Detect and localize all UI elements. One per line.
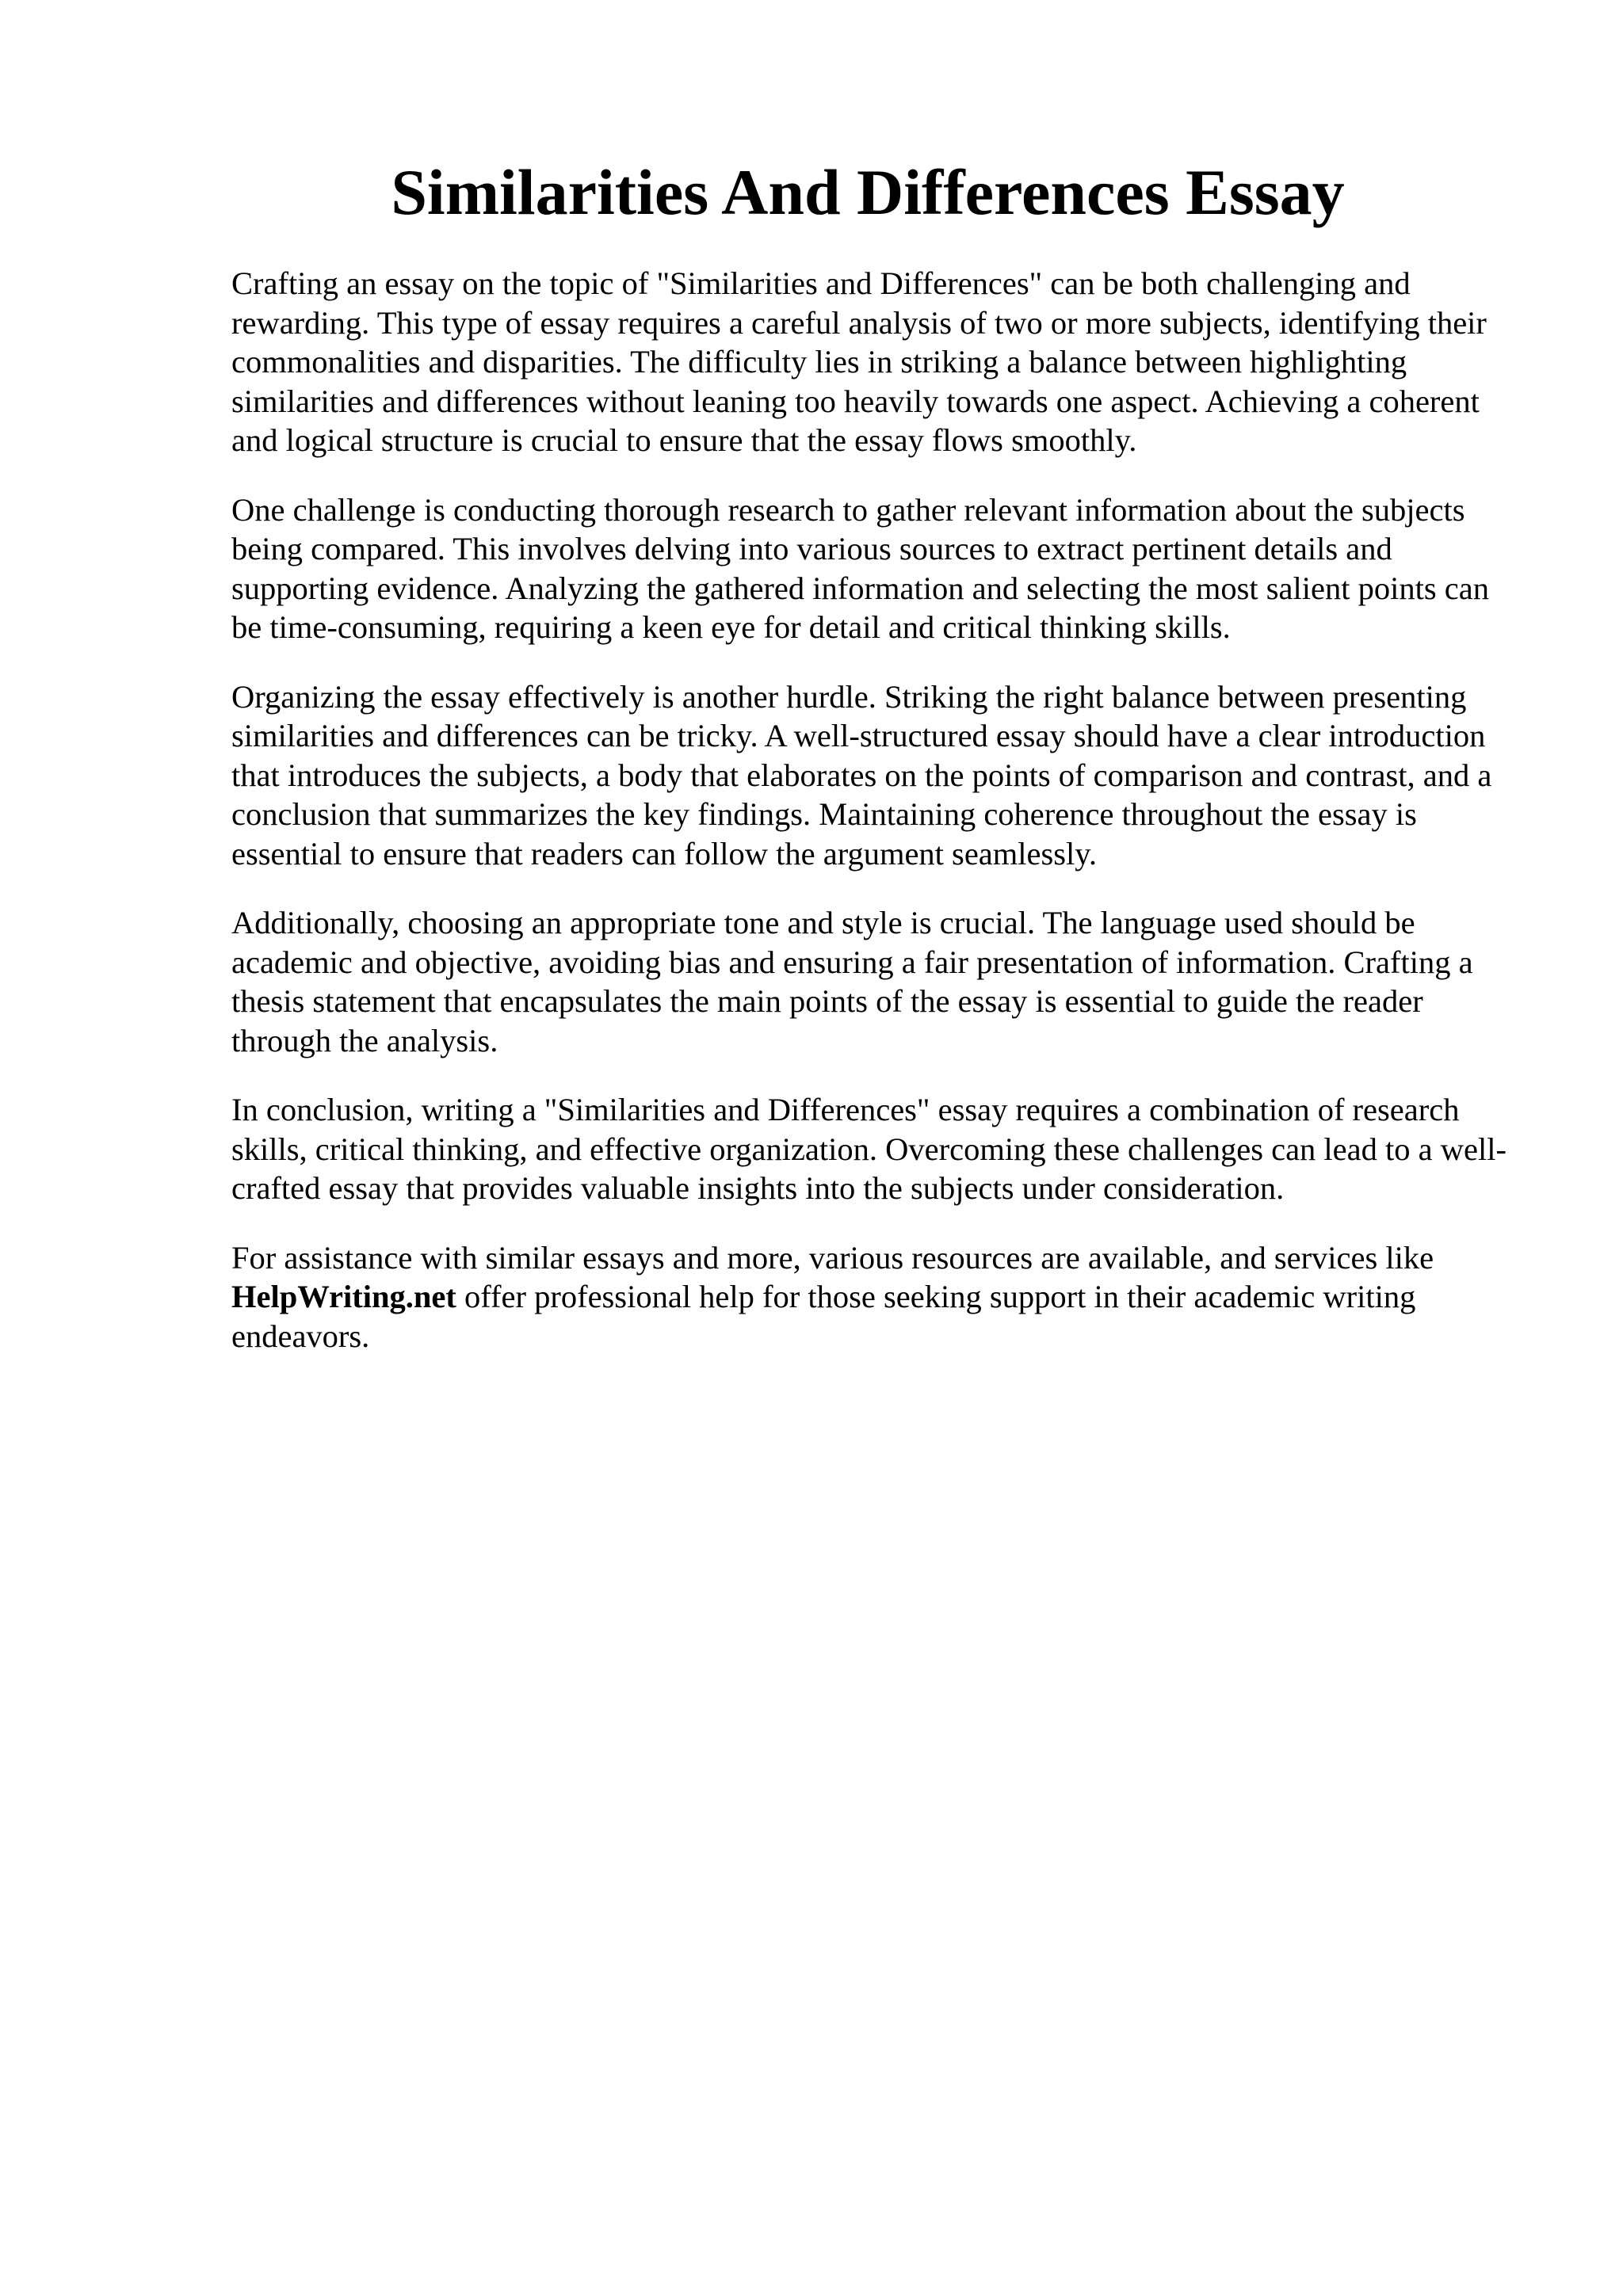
paragraph-research: One challenge is conducting thorough research to gather relevant information about the subjects being compared. This involves delving into various sources to extract pertinent details and supporting evidence. Analyzing the gathered information and selecting the most salient points can be time-consuming, requiring a keen eye for detail and critical thinking skills. — [231, 491, 1489, 645]
document-title: Similarities And Differences Essay — [391, 156, 1345, 228]
paragraph-closing — [231, 1238, 1515, 1356]
paragraph-introduction: Crafting an essay on the topic of "Similarities and Differences" can be both challenging and rewarding. This type of essay requires a careful analysis of two or more subjects, identifying their commonalities and disparities. The difficulty lies in striking a balance between highlighting similarities and differences without leaning too heavily towards one aspect. Achieving a coherent and logical structure is crucial to ensure that the essay flows smoothly. — [231, 265, 1487, 458]
paragraph-organization: Organizing the essay effectively is another hurdle. Striking the right balance between presenting similarities and differences can be tricky. A well-structured essay should have a clear introduction that introduces the subjects, a body that elaborates on the points of comparison and contrast, and a conclusion that summarizes the key findings. Maintaining coherence throughout the essay is essential to ensure that readers can follow the argument seamlessly. — [231, 678, 1492, 871]
paragraph-conclusion: In conclusion, writing a "Similarities and Differences" essay requires a combination of research skills, critical thinking, and effective organization. Overcoming these challenges can lead to a well-crafted essay that provides valuable insights into the subjects under consideration. — [231, 1092, 1507, 1206]
paragraph-tone-style: Additionally, choosing an appropriate tone and style is crucial. The language used should be academic and objective, avoiding bias and ensuring a fair presentation of information. Crafting a thesis statement that encapsulates the main points of the essay is essential to guide the reader through the analysis. — [231, 905, 1473, 1058]
closing-text-after: offer professional help for those seeking support in their academic writing endeavors. — [231, 1279, 1416, 1354]
document-body — [231, 264, 1515, 1386]
helpwriting-link[interactable]: HelpWriting.net — [231, 1279, 456, 1314]
closing-text-before: For assistance with similar essays and more, various resources are available, and services like — [231, 1239, 1434, 1276]
